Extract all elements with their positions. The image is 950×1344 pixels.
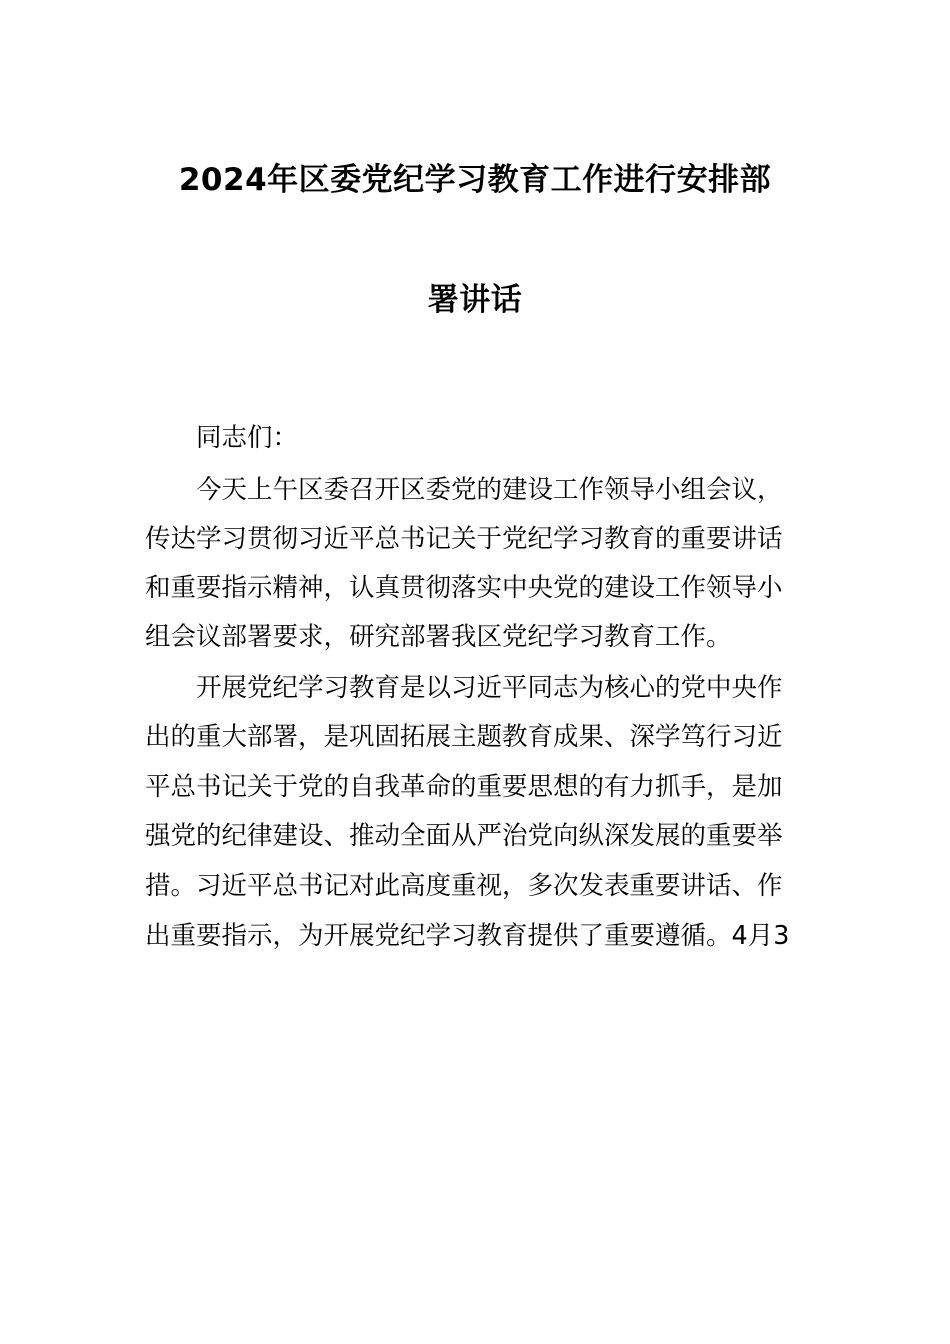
paragraph-2-line-5: 措。习近平总书记对此高度重视，多次发表重要讲话、作 xyxy=(145,871,783,901)
paragraph-2-line-6: 出重要指示，为开展党纪学习教育提供了重要遵循。4月3 xyxy=(145,921,790,951)
paragraph-1-line-3: 和重要指示精神，认真贯彻落实中央党的建设工作领导小 xyxy=(145,573,783,603)
paragraph-2-line-3: 平总书记关于党的自我革命的重要思想的有力抓手，是加 xyxy=(145,772,783,802)
paragraph-1-line-4: 组会议部署要求，研究部署我区党纪学习教育工作。 xyxy=(145,622,732,652)
paragraph-2-line-4: 强党的纪律建设、推动全面从严治党向纵深发展的重要举 xyxy=(145,821,783,851)
paragraph-2-line-1: 开展党纪学习教育是以习近平同志为核心的党中央作 xyxy=(196,673,783,703)
paragraph-2-line-2: 出的重大部署，是巩固拓展主题教育成果、深学笃行习近 xyxy=(145,722,783,752)
paragraph-1-line-2: 传达学习贯彻习近平总书记关于党纪学习教育的重要讲话 xyxy=(145,524,783,554)
paragraph-1-line-1: 今天上午区委召开区委党的建设工作领导小组会议， xyxy=(196,475,783,505)
salutation: 同志们： xyxy=(196,423,299,453)
document-title-line-2: 署讲话 xyxy=(427,282,523,318)
document-title-line-1: 2024年区委党纪学习教育工作进行安排部 xyxy=(178,162,772,198)
